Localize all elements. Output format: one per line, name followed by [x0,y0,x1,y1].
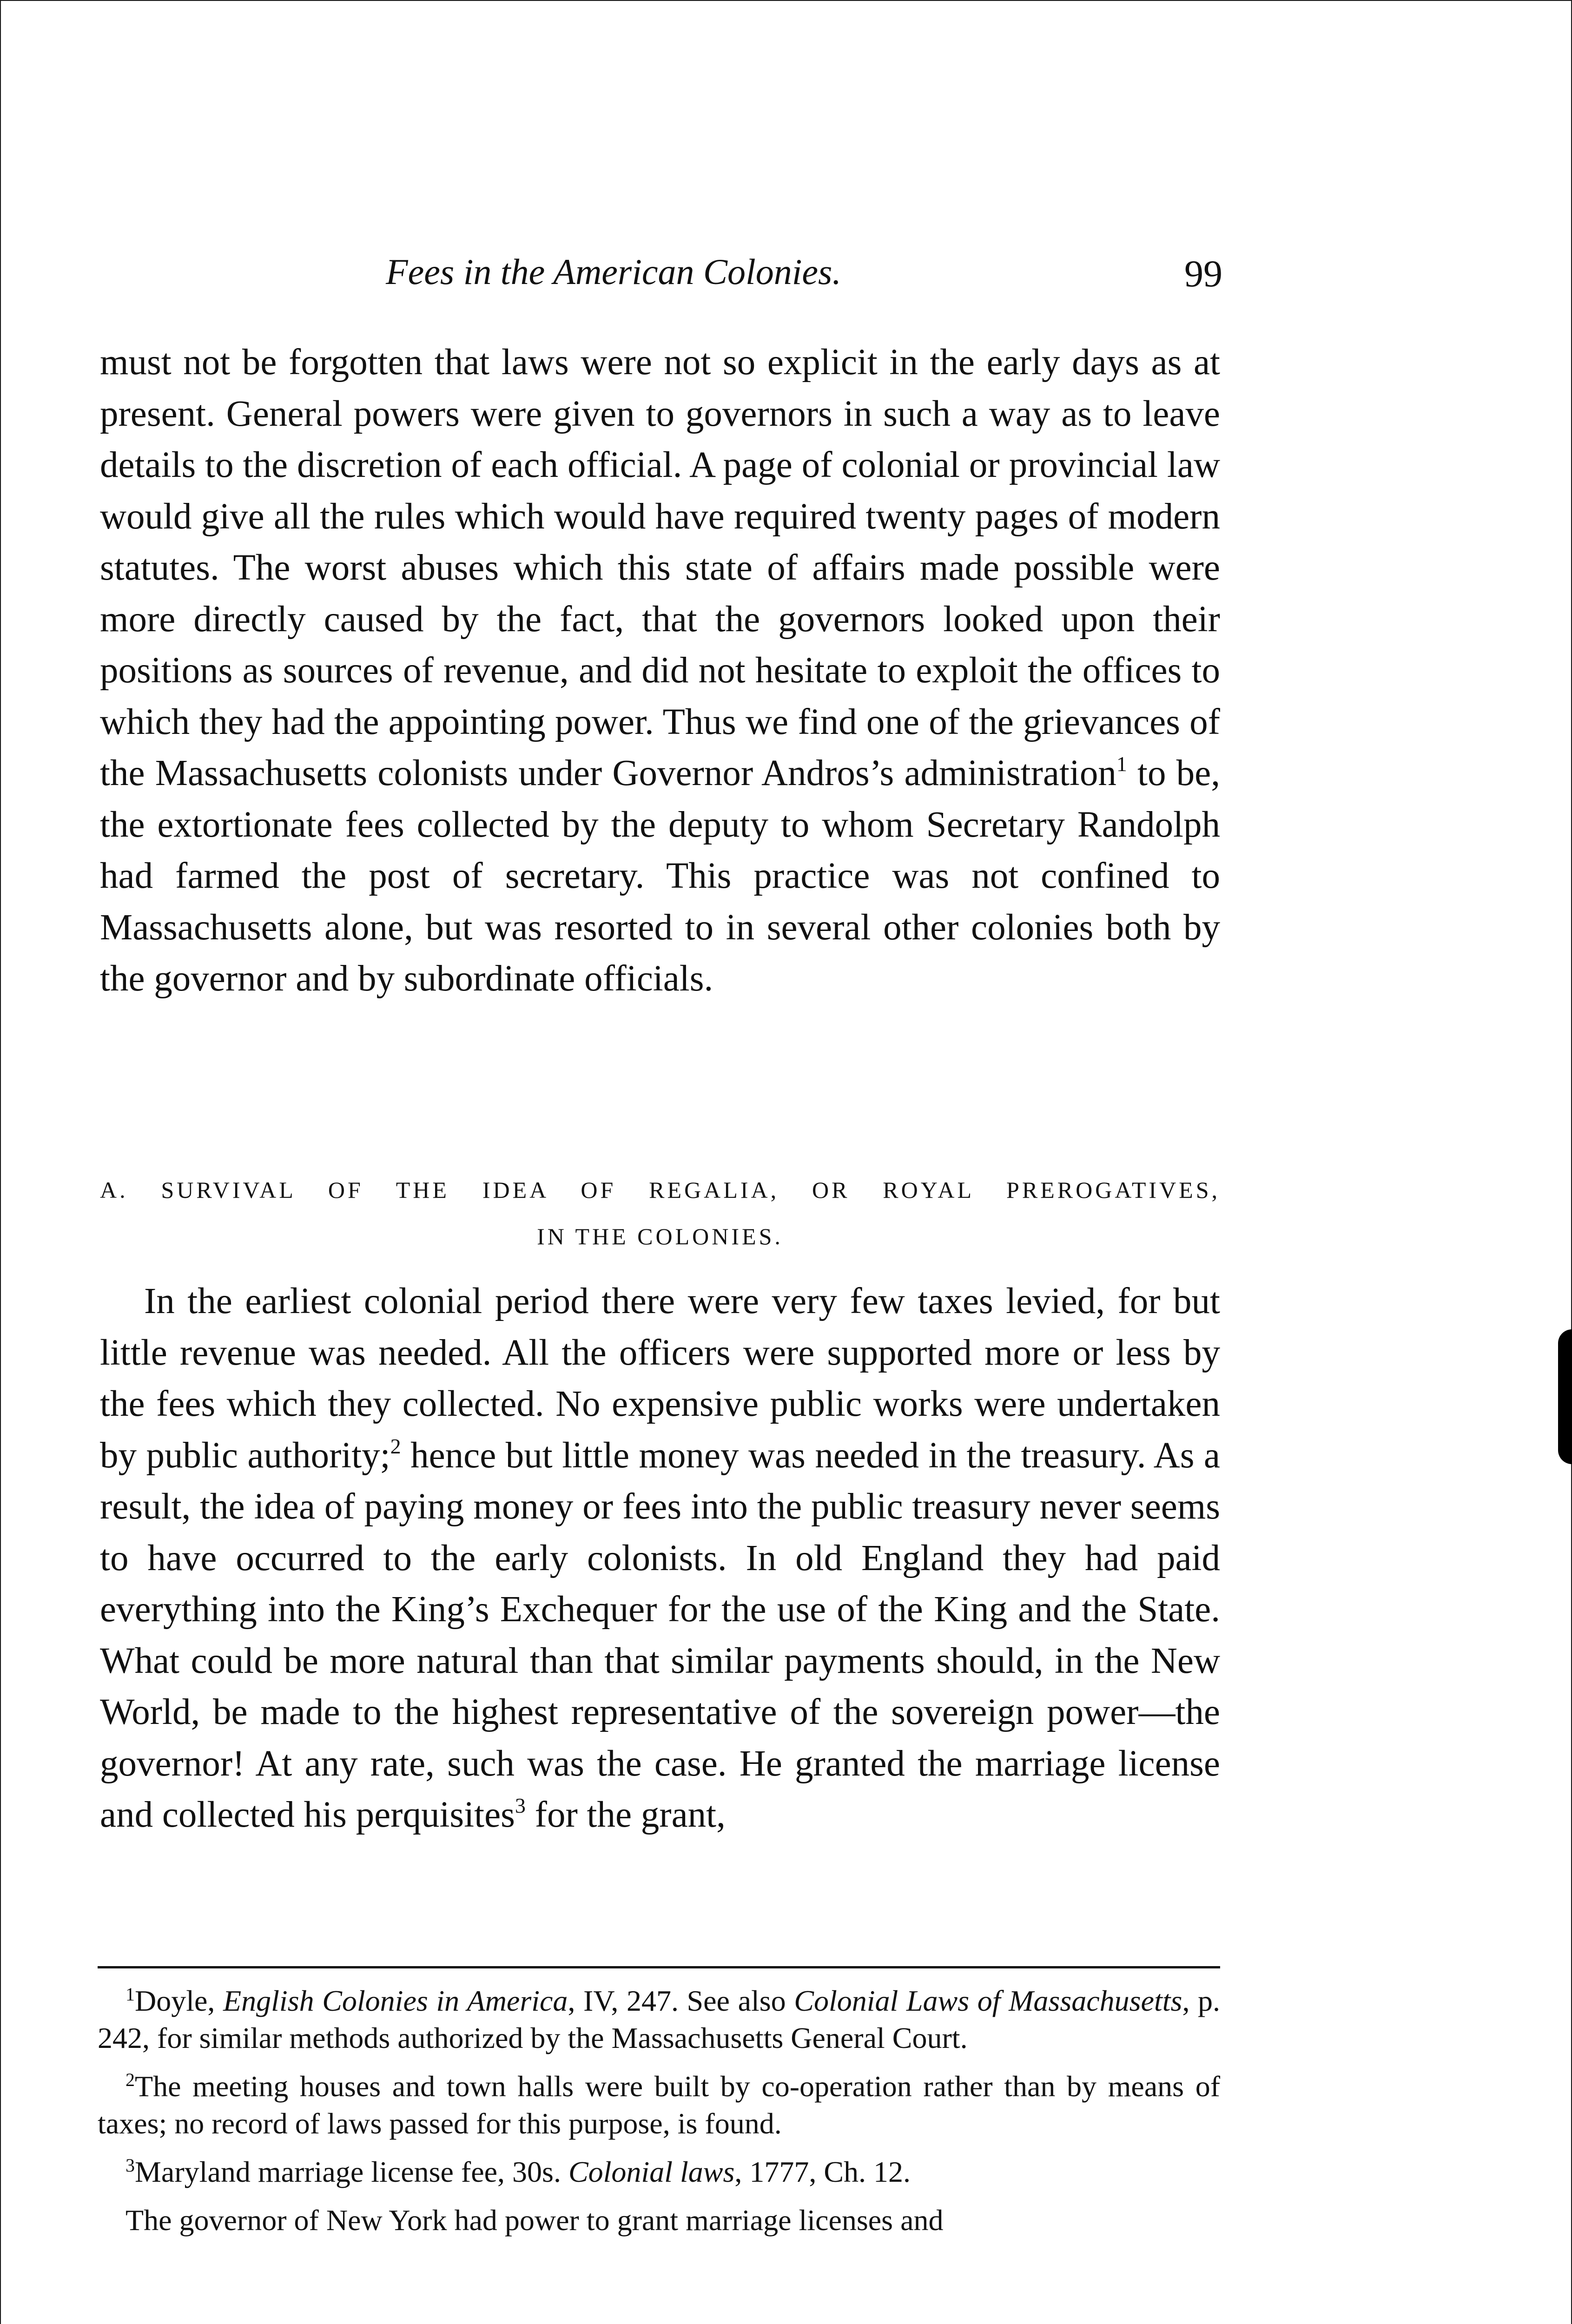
footnote-continuation: The governor of New York had power to grant marriage licenses and [125,2204,944,2237]
paragraph-text: In the earliest colonial period there were very few taxes levied, for but little revenue was needed. All the officers were supported more or less by the fees which they collected. No expensive public works were undertaken by public authority; [100,1281,1220,1476]
footnote-ref-3: 3 [515,1794,526,1817]
running-title: Fees in the American Colonies. [386,251,841,292]
footnote-text: Maryland marriage license fee, 30s. [135,2155,568,2188]
paragraph-text: to be, the extortionate fees collected by the deputy to whom Secretary Randolph had farmed the post of secretary. This practice was not confined to Massachusetts alone, but was resorted to in several other colonies both by the governor and by subordinate officials. [100,753,1220,999]
paragraph-text: must not be forgotten that laws were not so explicit in the early days as at present. General powers were given to governors in such a way as to leave details to the discretion of each official. A page of colonial or provincial law would give all the rules which would have required twenty pages of modern statutes. The worst abuses which this state of affairs made possible were more directly caused by the fact, that the governors looked upon their positions as sources of revenue, and did not hesitate to exploit the offices to which they had the appointing power. Thus we find one of the grievances of the Massachusetts colonists under Governor Andros’s administration [100,342,1220,793]
paragraph-text: hence but little money was needed in the treasury. As a result, the idea of paying money or fees into the public treasury never seems to have occurred to the early colonists. In old England they had paid everything into the King’s Exchequer for the use of the King and the State. What could be more natural than that similar payments should, in the New World, be made to the highest representative of the sovereign power—the governor! At any rate, such was the case. He granted the marriage license and collected his perquisites [100,1435,1220,1835]
page-number: 99 [1184,252,1222,295]
footnote-2 [98,2068,1220,2142]
footnote-citation-title: English Colonies in America [223,1984,568,2017]
section-paragraph [100,1276,1220,1841]
footnotes [98,1982,1220,2250]
footnote-marker: 3 [125,2155,135,2176]
page-edge-mark [1558,1329,1572,1464]
opening-paragraph [100,337,1220,1005]
section-heading-line-2: IN THE COLONIES. [537,1223,783,1249]
footnote-text: Doyle, [135,1984,224,2017]
footnote-1 [98,1982,1220,2057]
footnote-3 [98,2153,1220,2191]
footnote-text: , IV, 247. See also [568,1984,794,2017]
footnote-text: , 1777, Ch. 12. [734,2155,911,2188]
footnote-text: , p. 242, for similar methods authorized by the Massachusetts General Court. [98,1984,1221,2054]
footnote-citation-title: Colonial laws [568,2155,735,2188]
footnote-ref-2: 2 [390,1434,401,1458]
section-heading-line-1: A. SURVIVAL OF THE IDEA OF REGALIA, OR ROYAL PREROGATIVES, [100,1177,1220,1203]
footnote-divider [98,1966,1220,1968]
section-heading [100,1167,1220,1260]
footnote-ref-1: 1 [1116,752,1127,776]
footnote-marker: 2 [125,2069,135,2090]
footnote-citation-title: Colonial Laws of Massachusetts [794,1984,1182,2017]
footnote-marker: 1 [125,1984,135,2005]
paragraph-text: for the grant, [525,1795,726,1835]
footnote-text: The meeting houses and town halls were built by co-operation rather than by means of taxes; no record of laws passed for this purpose, is found. [98,2070,1220,2140]
running-header [98,246,1222,302]
